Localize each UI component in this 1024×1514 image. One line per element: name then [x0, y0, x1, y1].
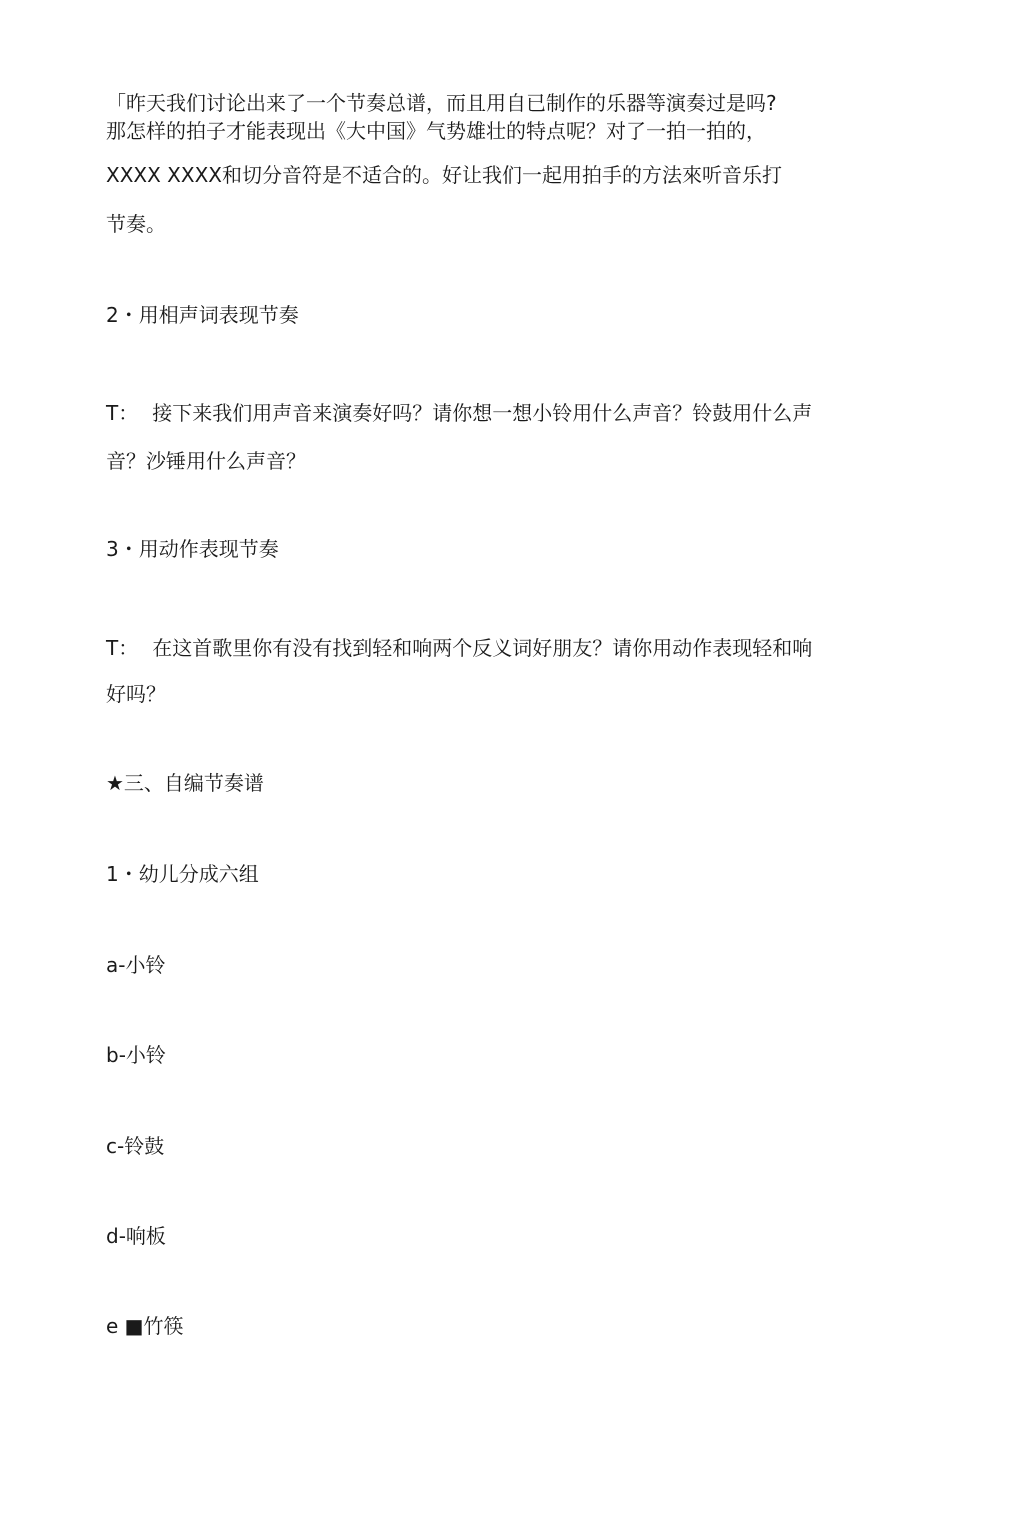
group-item: d-响板	[106, 1224, 166, 1248]
paragraph-line: XXXX XXXX和切分音符是不适合的。好让我们一起用拍手的方法來听音乐打	[106, 163, 782, 187]
dialogue-text: 在这首歌里你有没有找到轻和响两个反义词好朋友？请你用动作表现轻和响	[152, 636, 813, 660]
paragraph-line: 节奏。	[106, 212, 166, 236]
section-heading: 2・用相声词表现节奏	[106, 303, 299, 327]
section-heading: ★三、自编节奏谱	[106, 771, 264, 795]
speaker-label: T：	[106, 636, 139, 660]
group-item: c-铃鼓	[106, 1134, 165, 1158]
dialogue-line	[106, 635, 812, 661]
dialogue-line: 音？沙锤用什么声音？	[106, 449, 306, 473]
dialogue-text: 接下来我们用声音来演奏好吗？请你想一想小铃用什么声音？铃鼓用什么声	[152, 401, 813, 425]
step-heading: 1・幼儿分成六组	[106, 862, 259, 886]
group-item: e ■竹筷	[106, 1314, 184, 1338]
group-item: b-小铃	[106, 1043, 166, 1067]
dialogue-line: 好吗？	[106, 682, 166, 706]
section-heading: 3・用动作表现节奏	[106, 537, 279, 561]
group-item: a-小铃	[106, 953, 166, 977]
paragraph-line: 那怎样的拍子才能表现出《大中国》气势雄壮的特点呢？对了一拍一拍的，	[106, 119, 766, 143]
paragraph-line: 「昨天我们讨论出来了一个节奏总谱，而且用自已制作的乐器等演奏过是吗?	[106, 91, 777, 115]
dialogue-line	[106, 400, 812, 426]
speaker-label: T：	[106, 401, 139, 425]
